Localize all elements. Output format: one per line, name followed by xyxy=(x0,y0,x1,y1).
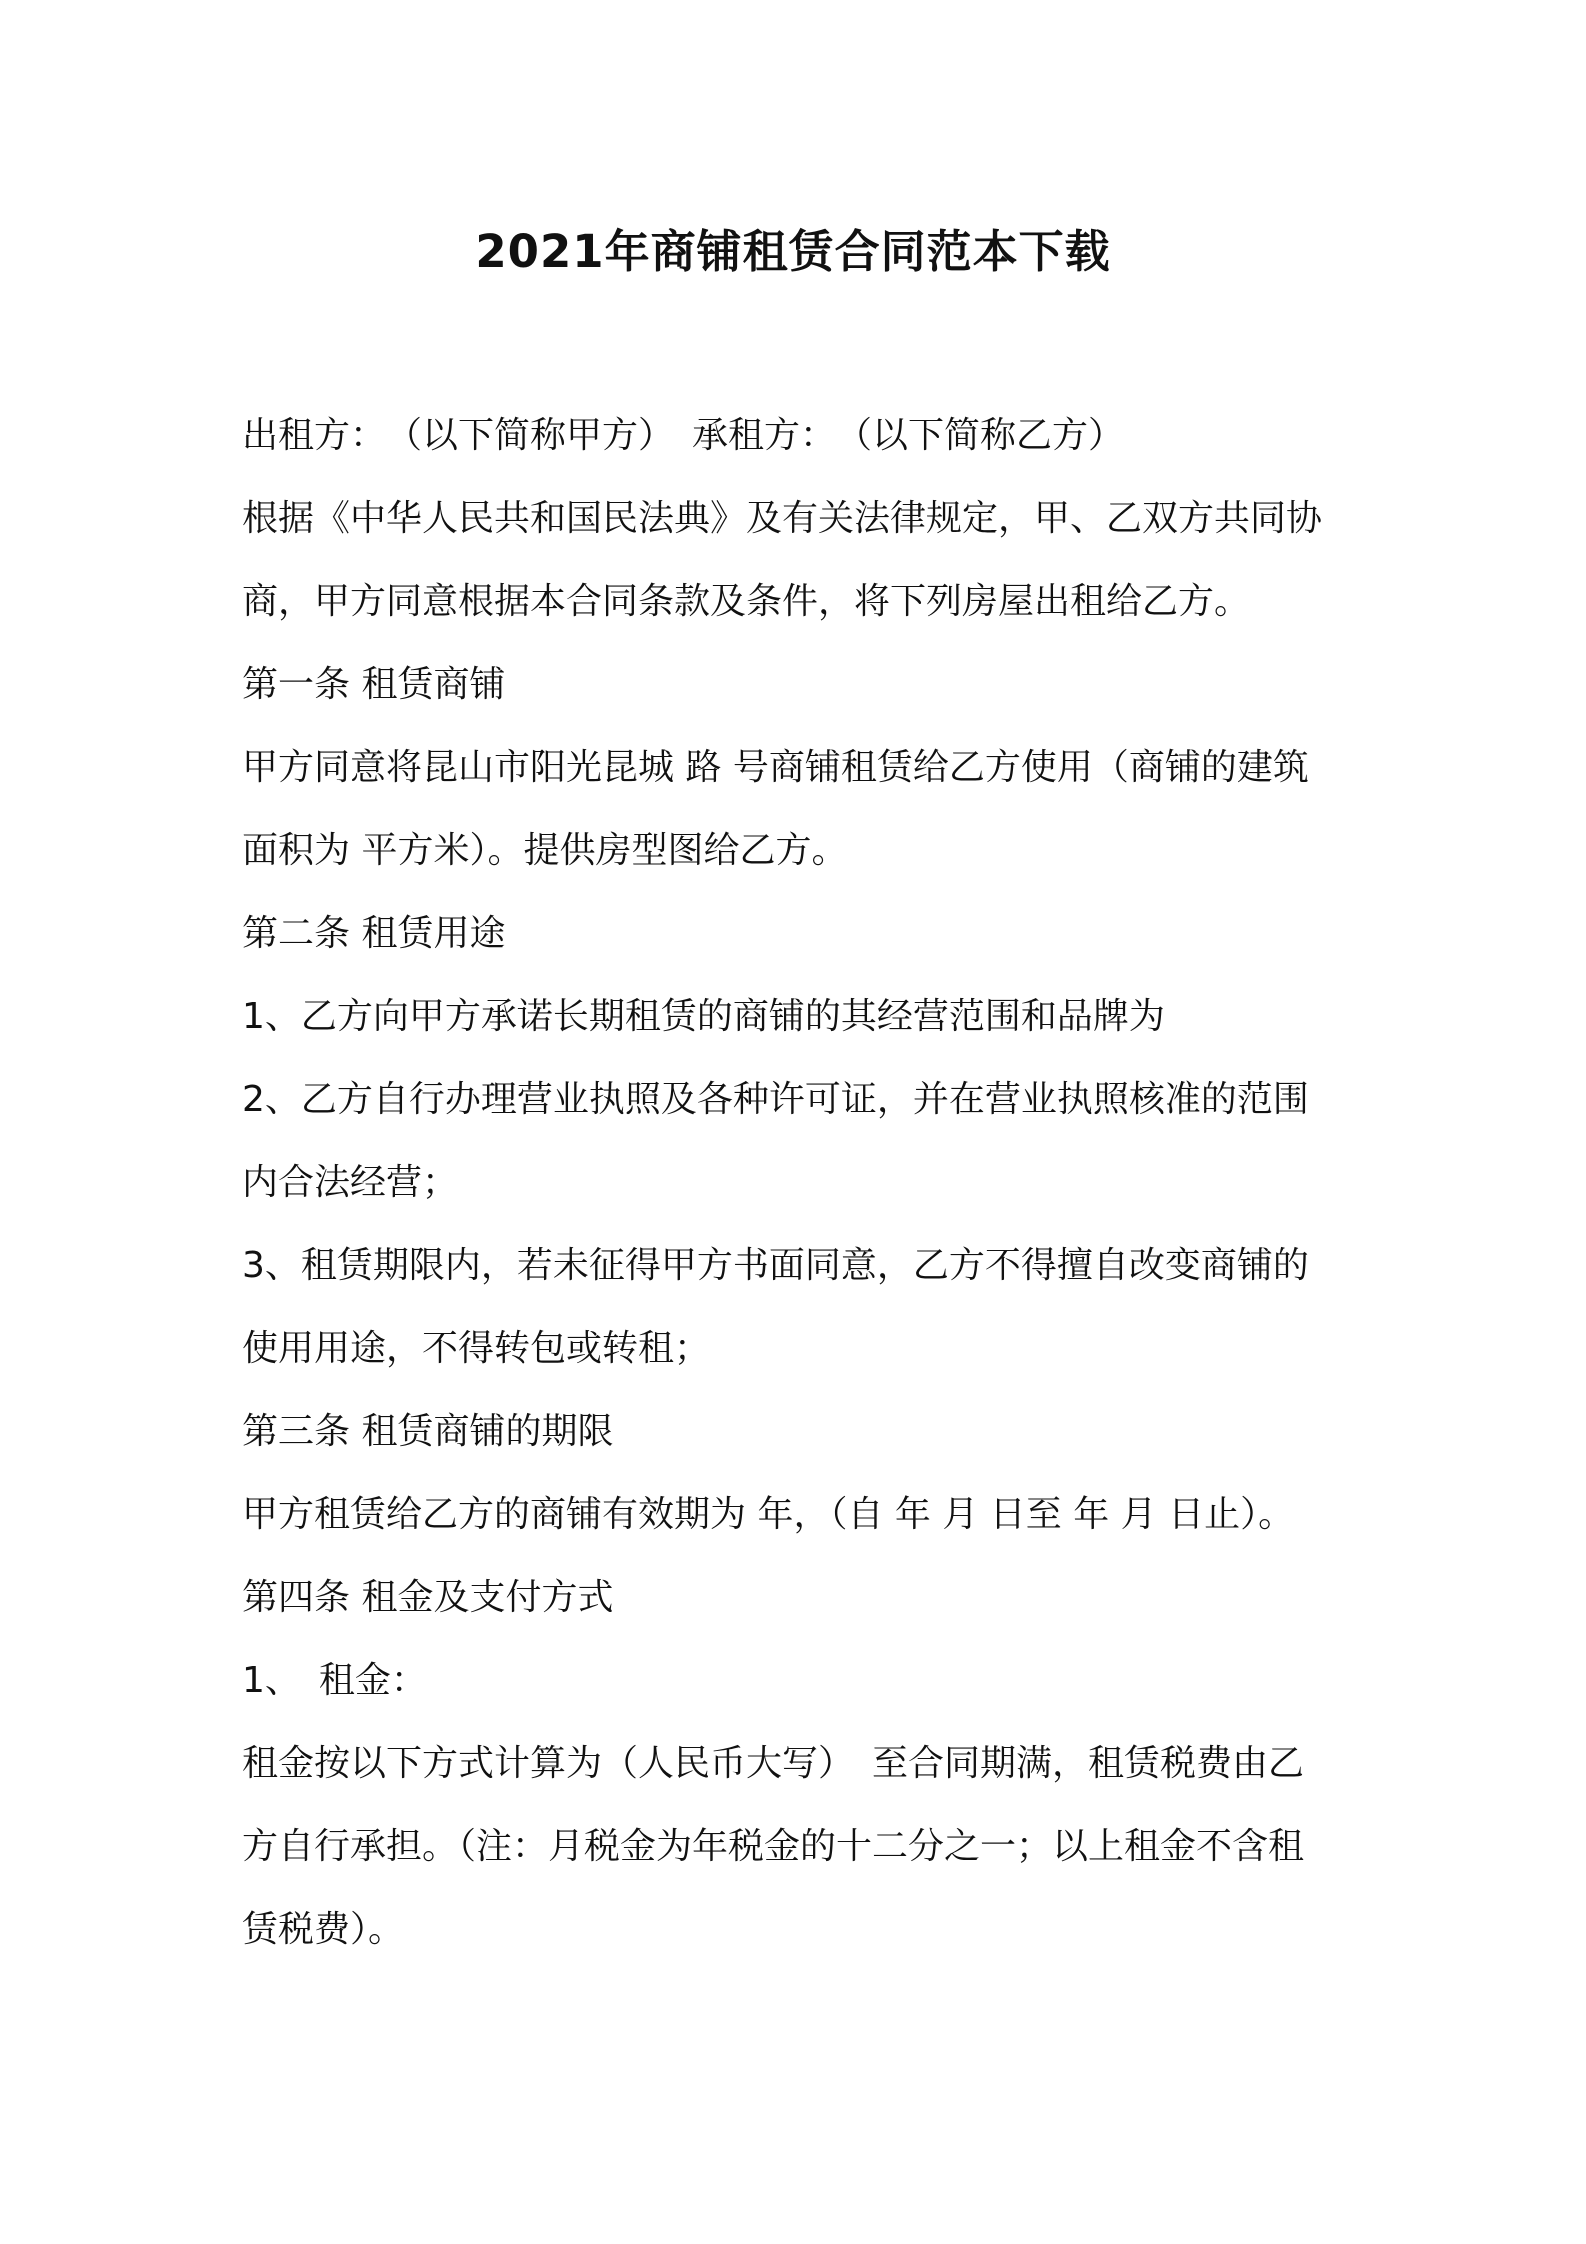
paragraph-line: 甲方租赁给乙方的商铺有效期为 年，（自 年 月 日至 年 月 日止）。 xyxy=(242,1494,1295,1535)
article-heading: 第一条 租赁商铺 xyxy=(242,664,506,705)
paragraph-line: 1、乙方向甲方承诺长期租赁的商铺的其经营范围和品牌为 xyxy=(242,996,1165,1037)
paragraph-line: 方自行承担。（注：月税金为年税金的十二分之一；以上租金不含租 xyxy=(242,1826,1305,1867)
paragraph-line: 商，甲方同意根据本合同条款及条件，将下列房屋出租给乙方。 xyxy=(242,581,1251,622)
paragraph-line: 1、 租金： xyxy=(242,1660,427,1701)
paragraph-line: 租金按以下方式计算为（人民币大写） 至合同期满，租赁税费由乙 xyxy=(242,1743,1305,1784)
paragraph-line: 3、租赁期限内，若未征得甲方书面同意，乙方不得擅自改变商铺的 xyxy=(242,1245,1309,1286)
article-heading: 第三条 租赁商铺的期限 xyxy=(242,1411,614,1452)
paragraph-line: 面积为 平方米）。提供房型图给乙方。 xyxy=(242,830,848,871)
parties-line: 出租方： （以下简称甲方） 承租方： （以下简称乙方） xyxy=(242,415,1125,456)
paragraph-line: 赁税费）。 xyxy=(242,1909,405,1950)
paragraph-line: 使用用途，不得转包或转租； xyxy=(242,1328,711,1369)
paragraph-line: 2、乙方自行办理营业执照及各种许可证，并在营业执照核准的范围 xyxy=(242,1079,1309,1120)
paragraph-line: 根据《中华人民共和国民法典》及有关法律规定，甲、乙双方共同协 xyxy=(242,498,1323,539)
paragraph-line: 甲方同意将昆山市阳光昆城 路 号商铺租赁给乙方使用（商铺的建筑 xyxy=(242,747,1309,788)
article-heading: 第四条 租金及支付方式 xyxy=(242,1577,614,1618)
document-title: 2021年商铺租赁合同范本下载 xyxy=(475,225,1111,278)
article-heading: 第二条 租赁用途 xyxy=(242,913,506,954)
paragraph-line: 内合法经营； xyxy=(242,1162,459,1203)
